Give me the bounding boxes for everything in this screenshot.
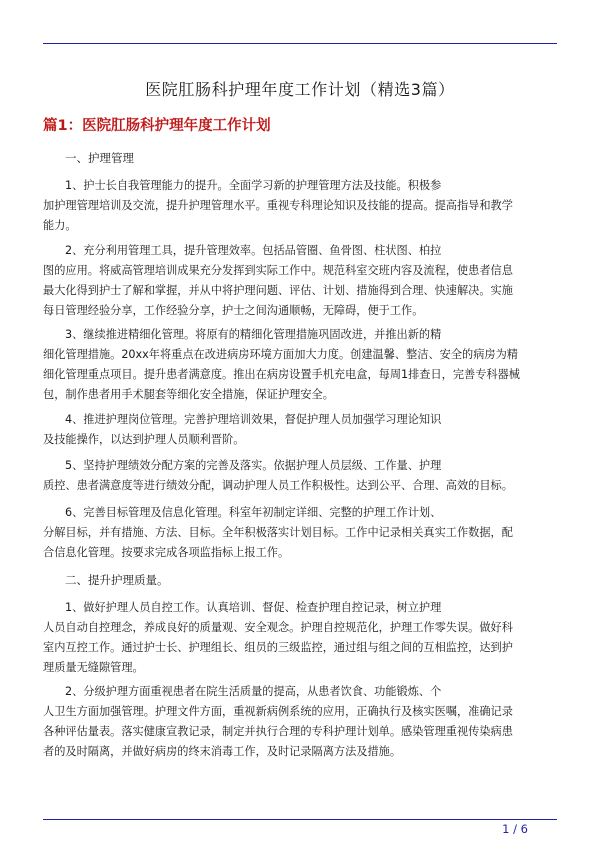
paragraph-line: 1、做好护理人员自控工作。认真培训、督促、检查护理自控记录，树立护理	[65, 601, 442, 614]
paragraph-line: 细化管理措施。20xx年将重点在改进病房环境方面加大力度。创建温馨、整洁、安全的病房为精	[43, 348, 518, 361]
paragraph-line: 加护理管理培训及交流，提升护理管理水平。重视专科理论知识及技能的提高。提高指导和教学	[43, 199, 513, 212]
paragraph-line: 各种评估量表。落实健康宣教记录，制定并执行合理的专科护理计划单。感染管理重视传染病患	[43, 725, 513, 738]
paragraph-line: 理质量无缝隙管理。	[43, 661, 144, 674]
footer-rule	[43, 819, 557, 820]
paragraph-line: 合信息化管理。按要求完成各项监指标上报工作。	[43, 546, 290, 559]
paragraph-line: 室内互控工作。通过护士长、护理组长、组员的三级监控，通过组与组之间的互相监控，达到护	[43, 641, 513, 654]
paragraph	[43, 176, 557, 236]
paragraph-line: 人卫生方面加强管理。护理文件方面，重视新病例系统的应用，正确执行及核实医嘱，准确记录	[43, 705, 513, 718]
subheading-quality-improvement: 二、提升护理质量。	[65, 573, 169, 587]
paragraph-line: 包，制作患者用手术腿套等细化安全措施，保证护理安全。	[43, 388, 334, 401]
paragraph	[43, 503, 557, 563]
paragraph	[43, 241, 557, 321]
page-number: 1 / 6	[502, 822, 528, 836]
subheading-nursing-management: 一、护理管理	[65, 151, 134, 165]
paragraph-line: 最大化得到护士了解和掌握，并从中将护理问题、评估、计划、措施得到合理、快速解决。实施	[43, 284, 513, 297]
paragraph-line: 4、推进护理岗位管理。完善护理培训效果，督促护理人员加强学习理论知识	[65, 413, 442, 426]
paragraph	[43, 682, 557, 762]
paragraph-line: 者的及时隔离，并做好病房的终末消毒工作，及时记录隔离方法及措施。	[43, 745, 402, 758]
paragraph-line: 图的应用。将威高管理培训成果充分发挥到实际工作中。规范科室交班内容及流程，使患者信息	[43, 264, 513, 277]
paragraph-line: 及技能操作，以达到护理人员顺利晋阶。	[43, 433, 245, 446]
header-rule	[43, 43, 557, 44]
paragraph-line: 每日管理经验分享，工作经验分享，护士之间沟通顺畅，无障碍，便于工作。	[43, 304, 424, 317]
paragraph-line: 细化管理重点项目。提升患者满意度。推出在病房设置手机充电盒，每周1排查日，完善专科器械	[43, 368, 520, 381]
paragraph-line: 3、继续推进精细化管理。将原有的精细化管理措施巩固改进，并推出新的精	[65, 328, 442, 341]
paragraph-line: 人员自动自控理念，养成良好的质量观、安全观念。护理自控规范化，护理工作零失误。做好科	[43, 621, 513, 634]
paragraph-line: 2、分级护理方面重视患者在院生活质量的提高，从患者饮食、功能锻炼、个	[65, 685, 442, 698]
paragraph	[43, 456, 557, 496]
paragraph	[43, 325, 557, 405]
paragraph-line: 1、护士长自我管理能力的提升。全面学习新的护理管理方法及技能。积极参	[65, 179, 442, 192]
section-heading: 篇1：医院肛肠科护理年度工作计划	[43, 118, 271, 134]
paragraph-line: 分解目标，并有措施、方法、目标。全年积极落实计划目标。工作中记录相关真实工作数据，配	[43, 526, 513, 539]
paragraph-line: 5、坚持护理绩效分配方案的完善及落实。依据护理人员层级、工作量、护理	[65, 459, 442, 472]
paragraph	[43, 598, 557, 678]
paragraph	[43, 410, 557, 450]
paragraph-line: 能力。	[43, 219, 77, 232]
paragraph-line: 6、完善目标管理及信息化管理。科室年初制定详细、完整的护理工作计划、	[65, 506, 442, 519]
paragraph-line: 2、充分利用管理工具，提升管理效率。包括品管圈、鱼骨图、柱状图、柏拉	[65, 244, 442, 257]
document-title: 医院肛肠科护理年度工作计划（精选3篇）	[145, 80, 455, 99]
paragraph-line: 质控、患者满意度等进行绩效分配，调动护理人员工作积极性。达到公平、合理、高效的目标。	[43, 479, 513, 492]
